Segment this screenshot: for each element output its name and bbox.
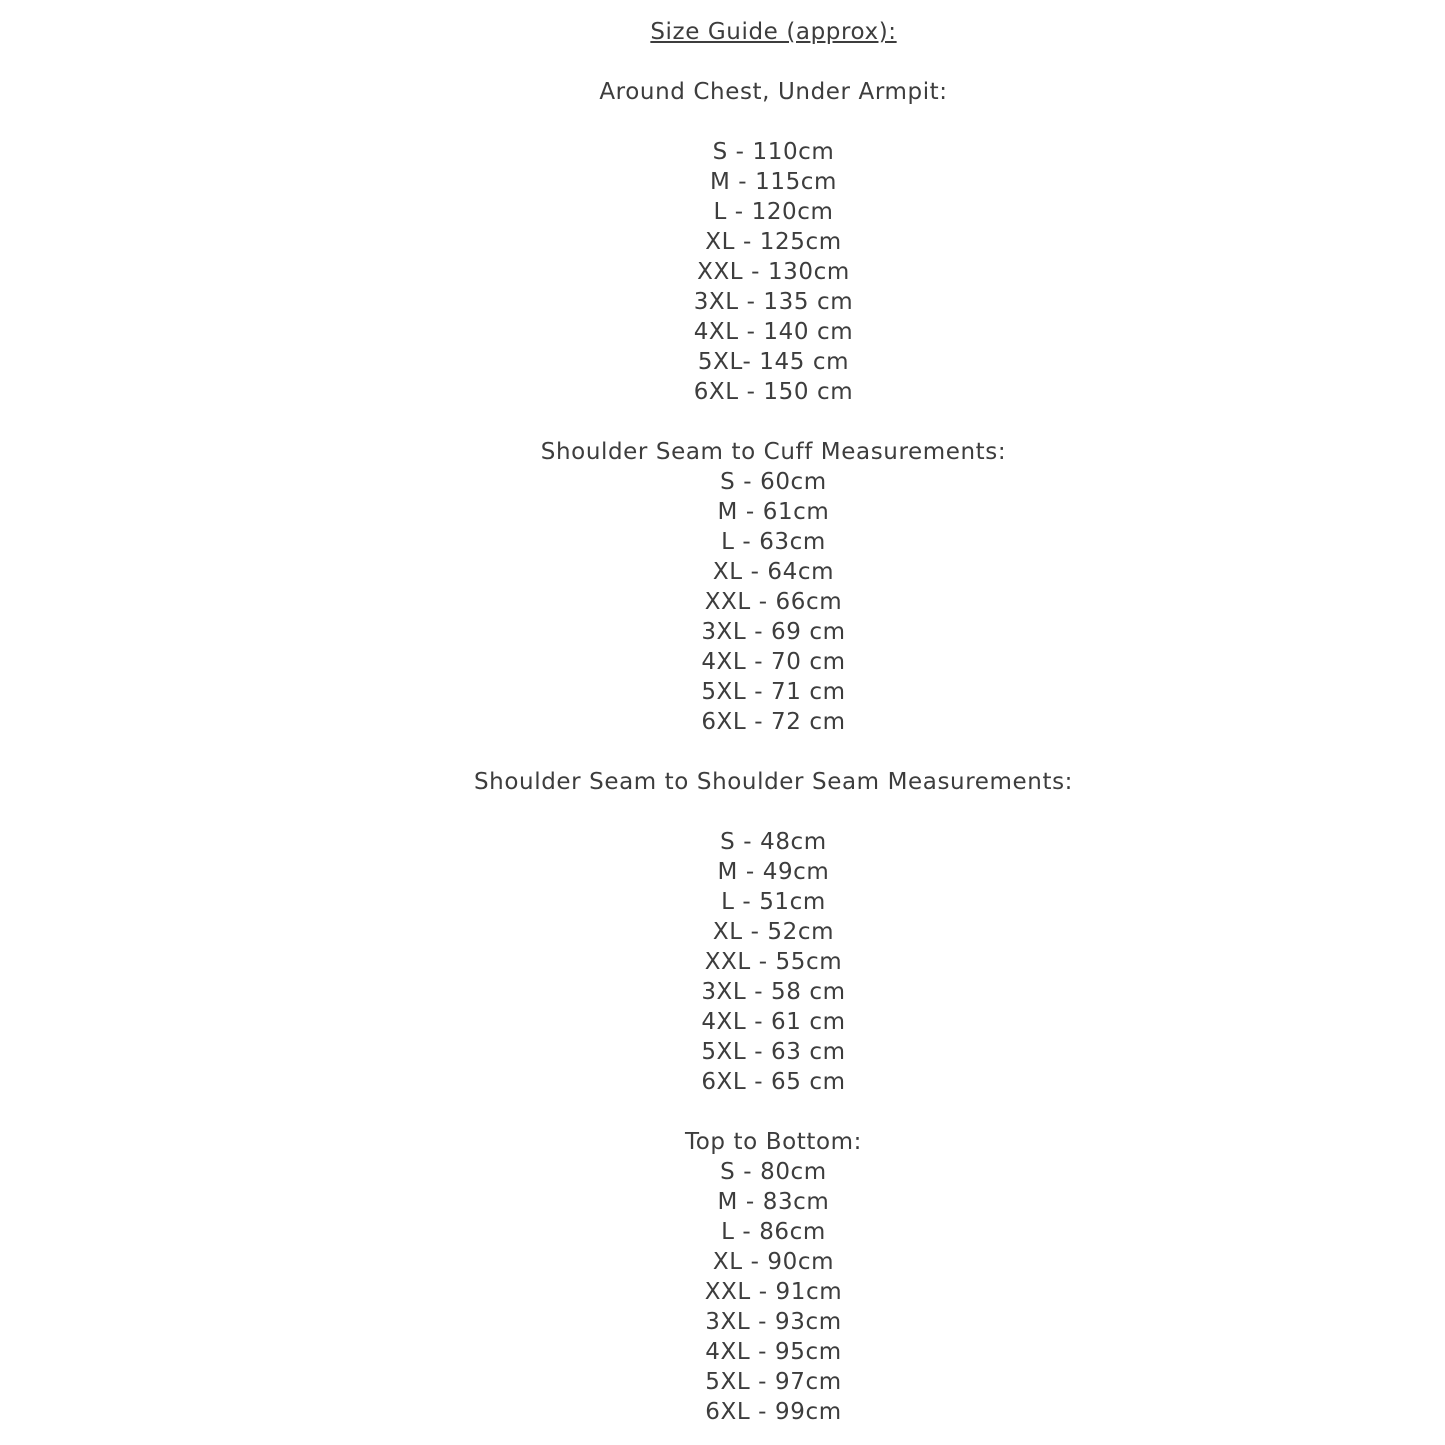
size-row: XXL - 66cm: [704, 589, 843, 615]
spacer: [102, 47, 1445, 77]
size-row: 5XL - 63 cm: [701, 1039, 846, 1065]
size-row: 3XL - 93cm: [705, 1309, 842, 1335]
size-row: 4XL - 140 cm: [693, 319, 854, 345]
size-row: XL - 125cm: [705, 229, 842, 255]
size-row: L - 86cm: [721, 1219, 826, 1245]
spacer: [102, 107, 1445, 137]
spacer: [102, 1097, 1445, 1127]
size-row: XXL - 91cm: [704, 1279, 843, 1305]
size-row: L - 63cm: [721, 529, 826, 555]
size-row: 4XL - 95cm: [705, 1339, 842, 1365]
size-row: 5XL - 71 cm: [701, 679, 846, 705]
size-row: M - 115cm: [709, 169, 838, 195]
size-row: S - 80cm: [720, 1159, 827, 1185]
size-row: M - 61cm: [717, 499, 830, 525]
size-row: 3XL - 135 cm: [693, 289, 854, 315]
size-row: S - 60cm: [720, 469, 827, 495]
size-row: L - 120cm: [713, 199, 834, 225]
size-row: M - 49cm: [717, 859, 830, 885]
size-row: 5XL- 145 cm: [697, 349, 850, 375]
size-row: 6XL - 150 cm: [693, 379, 854, 405]
size-row: XL - 52cm: [712, 919, 835, 945]
section-heading-cuff: Shoulder Seam to Cuff Measurements:: [540, 439, 1007, 465]
section-heading-chest: Around Chest, Under Armpit:: [599, 79, 948, 105]
size-row: L - 51cm: [721, 889, 826, 915]
size-row: XXL - 55cm: [704, 949, 843, 975]
spacer: [102, 407, 1445, 437]
size-row: 6XL - 72 cm: [701, 709, 846, 735]
size-row: 4XL - 70 cm: [701, 649, 846, 675]
size-row: 3XL - 69 cm: [701, 619, 846, 645]
size-row: 4XL - 61 cm: [701, 1009, 846, 1035]
size-row: 5XL - 97cm: [705, 1369, 842, 1395]
section-heading-shoulder: Shoulder Seam to Shoulder Seam Measurements:: [473, 769, 1074, 795]
size-guide-title: Size Guide (approx):: [650, 19, 897, 45]
section-heading-length: Top to Bottom:: [684, 1129, 863, 1155]
spacer: [102, 797, 1445, 827]
size-row: S - 110cm: [712, 139, 835, 165]
spacer: [102, 737, 1445, 767]
size-row: 3XL - 58 cm: [701, 979, 846, 1005]
size-row: XXL - 130cm: [697, 259, 850, 285]
size-row: 6XL - 65 cm: [701, 1069, 846, 1095]
size-row: 6XL - 99cm: [705, 1399, 842, 1425]
size-row: XL - 90cm: [712, 1249, 835, 1275]
size-row: M - 83cm: [717, 1189, 830, 1215]
size-row: XL - 64cm: [712, 559, 835, 585]
size-row: S - 48cm: [720, 829, 827, 855]
